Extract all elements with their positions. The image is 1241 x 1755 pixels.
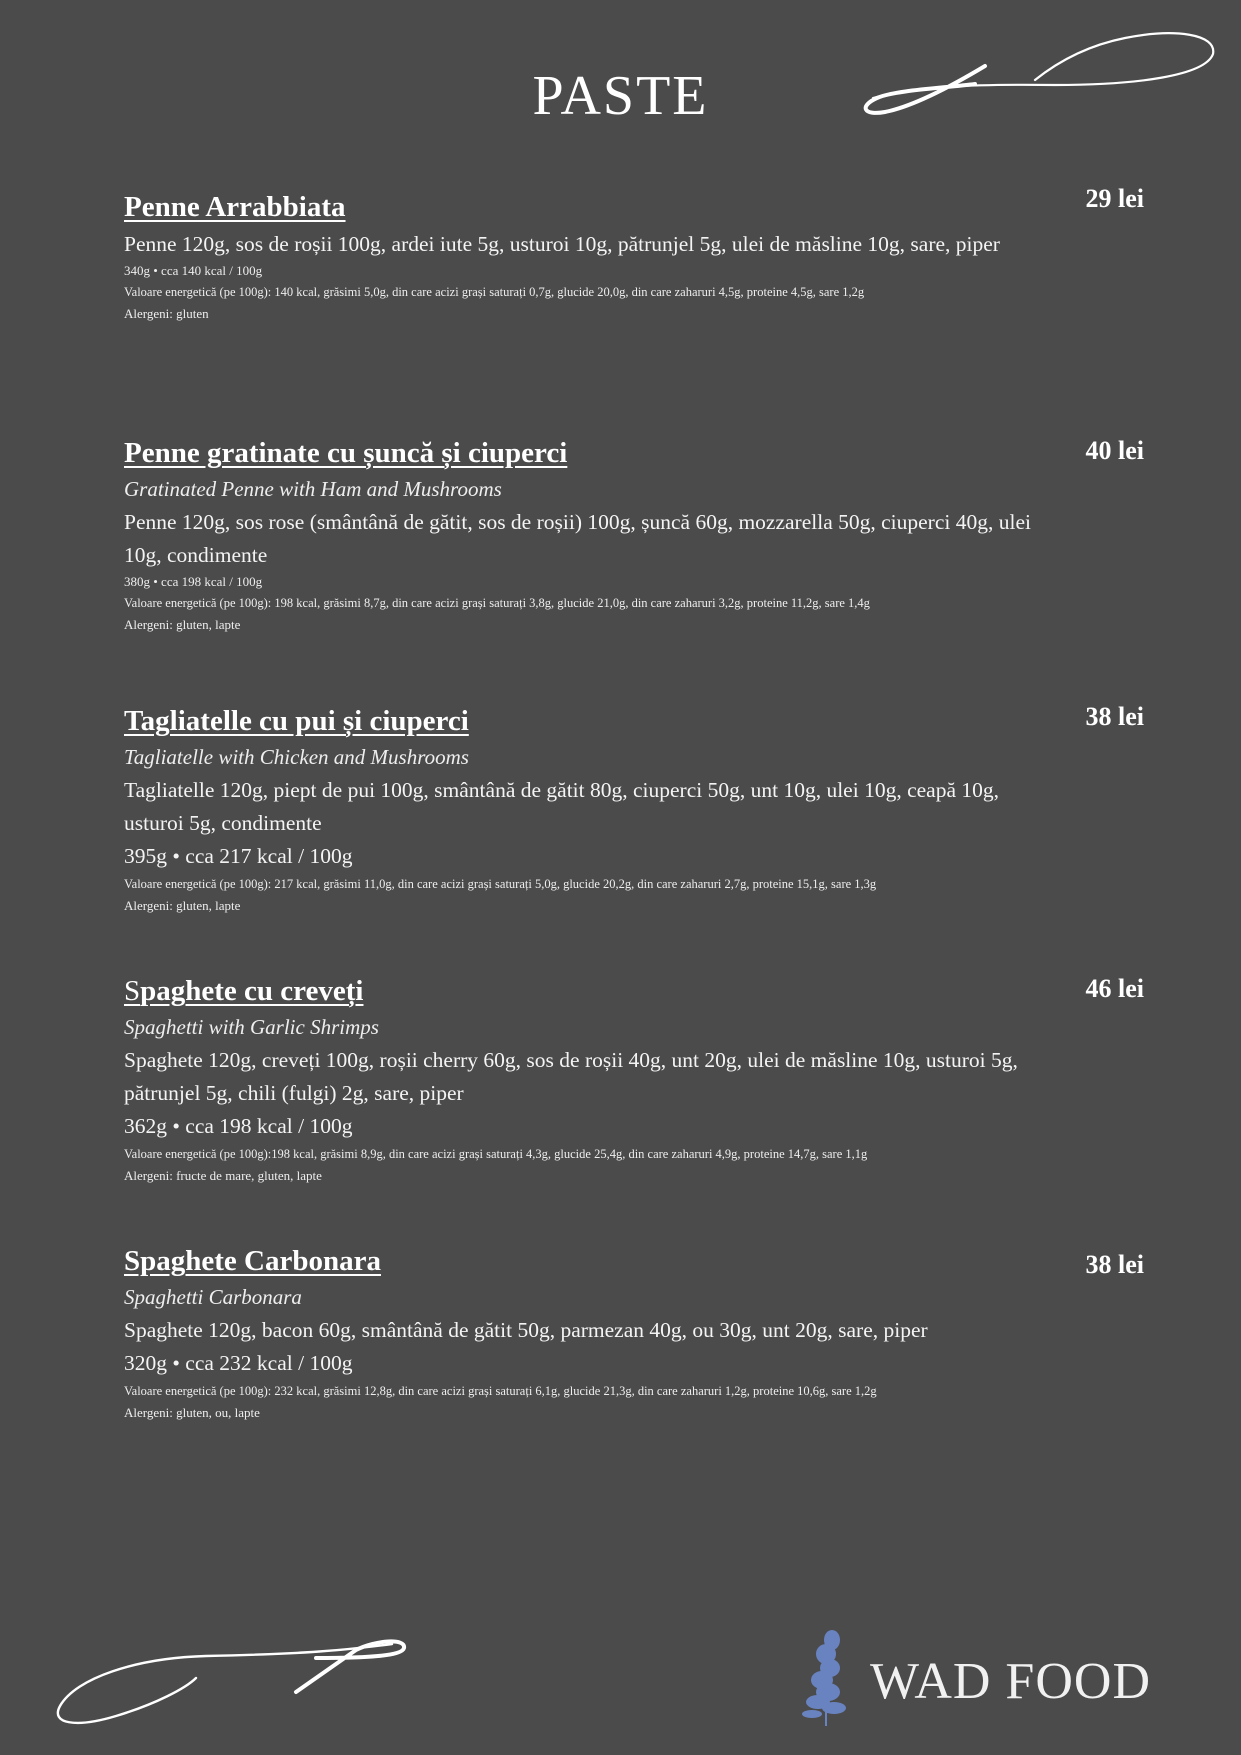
item-price: 46 lei: [1085, 974, 1144, 1003]
item-allergens: Alergeni: gluten: [124, 306, 209, 321]
logo-text: WAD FOOD: [870, 1653, 1151, 1710]
item-nutrition: Valoare energetică (pe 100g):198 kcal, grăsimi 8,9g, din care acizi grași saturați 4,3g, glucide 25,4g, din care zaharuri 4,9g, proteine 14,7g, sare 1,1g: [124, 1147, 868, 1161]
item-price: 40 lei: [1085, 436, 1144, 465]
menu-item: [124, 974, 1144, 1187]
item-weight: 340g • cca 140 kcal / 100g: [124, 263, 263, 278]
item-price: 29 lei: [1085, 184, 1144, 213]
item-ingredients: Penne 120g, sos rose (smântână de gătit, sos de roșii) 100g, șuncă 60g, mozzarella 50g, ciuperci 40g, ulei 10g, condimente: [124, 510, 1031, 567]
item-ingredients: Tagliatelle 120g, piept de pui 100g, smântână de gătit 80g, ciuperci 50g, unt 10g, ulei 10g, ceapă 10g, usturoi 5g, condimente: [124, 778, 999, 835]
item-allergens: Alergeni: gluten, lapte: [124, 898, 241, 913]
item-price: 38 lei: [1085, 702, 1144, 731]
item-weight: 380g • cca 198 kcal / 100g: [124, 574, 263, 589]
flourish-bottom-icon: [46, 1628, 408, 1738]
item-name: Tagliatelle cu pui și ciuperci: [124, 705, 469, 737]
item-nutrition: Valoare energetică (pe 100g): 140 kcal, grăsimi 5,0g, din care acizi grași saturați 0,7g, glucide 20,0g, din care zaharuri 4,5g, proteine 4,5g, sare 1,2g: [124, 285, 865, 299]
item-name: Penne Arrabbiata: [124, 191, 346, 223]
item-ingredients: Spaghete 120g, creveți 100g, roșii cherry 60g, sos de roșii 40g, unt 20g, ulei de măsline 10g, usturoi 5g, pătrunjel 5g, chili (fulgi) 2g, sare, piper: [124, 1048, 1018, 1105]
item-ingredients: Penne 120g, sos de roșii 100g, ardei iute 5g, usturoi 10g, pătrunjel 5g, ulei de măsline 10g, sare, piper: [124, 232, 1000, 256]
wad-food-logo: [790, 1628, 1190, 1728]
menu-item: [124, 1244, 1144, 1424]
item-nutrition: Valoare energetică (pe 100g): 232 kcal, grăsimi 12,8g, din care acizi grași saturați 6,1g, glucide 21,3g, din care zaharuri 1,2g, proteine 10,6g, sare 1,2g: [124, 1384, 877, 1398]
item-ingredients: Spaghete 120g, bacon 60g, smântână de gătit 50g, parmezan 40g, ou 30g, unt 20g, sare, piper: [124, 1318, 928, 1342]
item-weight: 320g • cca 232 kcal / 100g: [124, 1351, 353, 1375]
item-weight: 362g • cca 198 kcal / 100g: [124, 1114, 353, 1138]
menu-item: [124, 436, 1144, 636]
item-name: Spaghete Carbonara: [124, 1245, 381, 1277]
menu-item: [124, 184, 1144, 325]
flourish-top-icon: [855, 24, 1219, 124]
item-name-english: Spaghetti Carbonara: [124, 1285, 302, 1309]
item-name-english: Tagliatelle with Chicken and Mushrooms: [124, 745, 469, 769]
menu-item: [124, 704, 1144, 917]
item-name-english: Gratinated Penne with Ham and Mushrooms: [124, 477, 502, 501]
item-nutrition: Valoare energetică (pe 100g): 217 kcal, grăsimi 11,0g, din care acizi grași saturați 5,0g, glucide 20,2g, din care zaharuri 2,7g, proteine 15,1g, sare 1,3g: [124, 877, 877, 891]
lavender-sprig-icon: [796, 1628, 856, 1728]
item-name: Spaghete cu creveți: [124, 975, 364, 1007]
item-name: Penne gratinate cu șuncă și ciuperci: [124, 437, 568, 469]
item-nutrition: Valoare energetică (pe 100g): 198 kcal, grăsimi 8,7g, din care acizi grași saturați 3,8g, glucide 21,0g, din care zaharuri 3,2g, proteine 11,2g, sare 1,4g: [124, 596, 870, 610]
item-allergens: Alergeni: fructe de mare, gluten, lapte: [124, 1168, 322, 1183]
item-allergens: Alergeni: gluten, lapte: [124, 617, 241, 632]
page-title: PASTE: [532, 65, 709, 127]
item-price: 38 lei: [1085, 1250, 1144, 1279]
item-weight: 395g • cca 217 kcal / 100g: [124, 844, 353, 868]
item-name-english: Spaghetti with Garlic Shrimps: [124, 1015, 379, 1039]
item-allergens: Alergeni: gluten, ou, lapte: [124, 1405, 260, 1420]
